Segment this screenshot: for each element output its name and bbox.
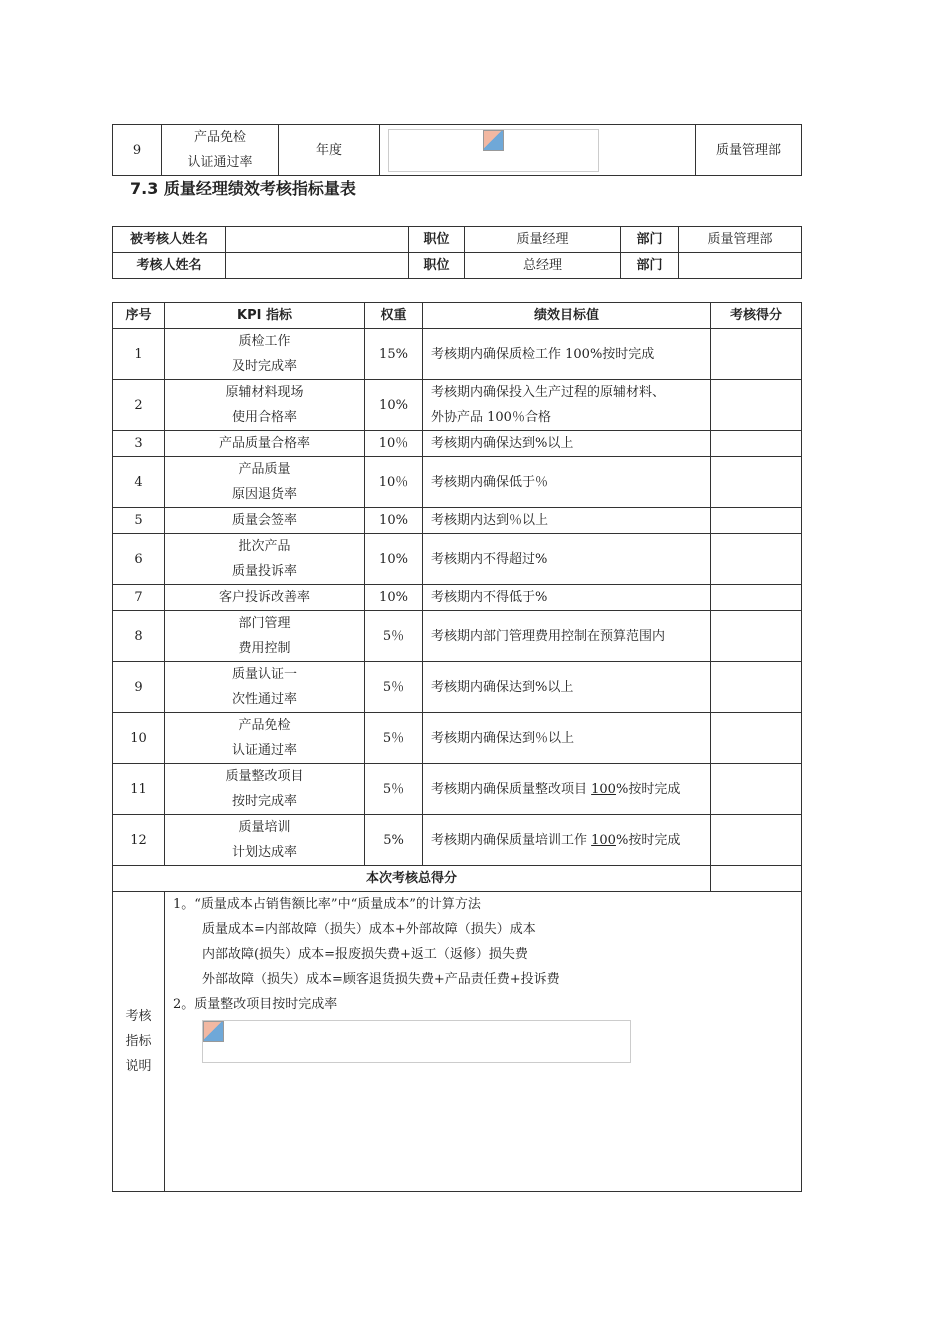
kpi-name	[165, 611, 365, 662]
total-score-cell[interactable]	[711, 866, 802, 892]
weight: 10%	[365, 534, 423, 585]
score-cell[interactable]	[711, 713, 802, 764]
row-number: 2	[113, 380, 165, 431]
broken-image-icon	[483, 130, 504, 151]
weight: 10%	[365, 585, 423, 611]
notes-content	[165, 892, 802, 1192]
total-row	[113, 866, 802, 892]
score-cell[interactable]	[711, 431, 802, 457]
target-line-1: 考核期内确保投入生产过程的原辅材料、	[431, 385, 666, 400]
kpi-name	[165, 329, 365, 380]
kpi-name	[165, 764, 365, 815]
table-row	[113, 508, 802, 534]
row-number: 6	[113, 534, 165, 585]
appraiser-name-field[interactable]	[226, 253, 409, 279]
target: 考核期内部门管理费用控制在预算范围内	[423, 611, 711, 662]
score-cell[interactable]	[711, 508, 802, 534]
weight: 10％	[365, 457, 423, 508]
kpi-name: 产品质量合格率	[165, 431, 365, 457]
row-number: 3	[113, 431, 165, 457]
table-row	[113, 611, 802, 662]
appraisee-name-label: 被考核人姓名	[113, 227, 226, 253]
top-continuation-table	[112, 124, 802, 176]
note-line: 质量成本=内部故障（损失）成本+外部故障（损失）成本	[202, 922, 536, 937]
position-value: 总经理	[465, 253, 621, 279]
target-text: %按时完成	[615, 781, 681, 797]
header-score: 考核得分	[711, 303, 802, 329]
target: 考核期内不得超过%	[423, 534, 711, 585]
score-cell[interactable]	[711, 815, 802, 866]
position-label: 职位	[409, 253, 465, 279]
period-cell: 年度	[279, 125, 380, 176]
kpi-line-2: 费用控制	[238, 641, 291, 656]
target-text: 考核期内确保质量培训工作	[431, 832, 592, 848]
target: 考核期内不得低于%	[423, 585, 711, 611]
kpi-line-2: 次性通过率	[231, 692, 297, 707]
kpi-name	[165, 380, 365, 431]
target-underlined-value: 100	[591, 781, 616, 797]
score-cell[interactable]	[711, 662, 802, 713]
kpi-name	[162, 125, 279, 176]
note-line: 外部故障（损失）成本=顾客退货损失费+产品责任费+投诉费	[202, 972, 560, 987]
kpi-line-2: 认证通过率	[187, 155, 253, 170]
total-score-label: 本次考核总得分	[113, 866, 711, 892]
score-cell[interactable]	[711, 380, 802, 431]
kpi-line-2: 质量投诉率	[231, 564, 297, 579]
position-label: 职位	[409, 227, 465, 253]
info-table	[112, 226, 802, 279]
target: 考核期内确保达到%以上	[423, 662, 711, 713]
kpi-line-1: 产品免检	[238, 718, 291, 733]
target: 考核期内达到％以上	[423, 508, 711, 534]
target-underlined-value: 100	[591, 832, 616, 848]
note-line: 内部故障(损失）成本=报废损失费+返工（返修）损失费	[202, 947, 528, 962]
kpi-line-2: 使用合格率	[231, 410, 297, 425]
weight: 10％	[365, 431, 423, 457]
kpi-name: 客户投诉改善率	[165, 585, 365, 611]
formula-image	[202, 1020, 631, 1063]
kpi-table	[112, 302, 802, 1192]
kpi-line-1: 质检工作	[238, 334, 291, 349]
row-number: 7	[113, 585, 165, 611]
header-kpi: KPI 指标	[165, 303, 365, 329]
kpi-line-2: 按时完成率	[231, 794, 297, 809]
weight: 5%	[365, 815, 423, 866]
weight: 5％	[365, 611, 423, 662]
department-value[interactable]	[679, 253, 802, 279]
target: 考核期内确保达到％以上	[423, 713, 711, 764]
appraisee-name-field[interactable]	[226, 227, 409, 253]
kpi-line-2: 原因退货率	[231, 487, 297, 502]
row-number: 10	[113, 713, 165, 764]
formula-image	[388, 129, 599, 172]
table-row	[113, 534, 802, 585]
note-line: 1。“质量成本占销售额比率”中“质量成本”的计算方法	[173, 897, 481, 912]
position-value: 质量经理	[465, 227, 621, 253]
weight: 5％	[365, 662, 423, 713]
department-label: 部门	[621, 253, 679, 279]
side-label-line: 考核	[125, 1009, 152, 1024]
weight: 10%	[365, 508, 423, 534]
kpi-name	[165, 534, 365, 585]
target: 考核期内确保质检工作 100%按时完成	[423, 329, 711, 380]
target	[423, 815, 711, 866]
department-cell: 质量管理部	[696, 125, 802, 176]
target: 考核期内确保达到%以上	[423, 431, 711, 457]
department-label: 部门	[621, 227, 679, 253]
target	[423, 380, 711, 431]
header-weight: 权重	[365, 303, 423, 329]
kpi-line-2: 及时完成率	[231, 359, 297, 374]
kpi-name	[165, 815, 365, 866]
table-row	[113, 431, 802, 457]
row-number: 1	[113, 329, 165, 380]
appraiser-name-label: 考核人姓名	[113, 253, 226, 279]
score-cell[interactable]	[711, 534, 802, 585]
score-cell[interactable]	[711, 611, 802, 662]
kpi-line-1: 部门管理	[238, 616, 291, 631]
weight: 5％	[365, 713, 423, 764]
kpi-line-1: 质量培训	[238, 820, 291, 835]
row-number: 5	[113, 508, 165, 534]
notes-side-label	[113, 892, 165, 1192]
kpi-line-1: 质量整改项目	[225, 769, 304, 784]
kpi-name	[165, 713, 365, 764]
table-row	[113, 457, 802, 508]
side-label-line: 说明	[125, 1059, 152, 1074]
kpi-line-1: 产品质量	[238, 462, 291, 477]
target-text: 考核期内确保质量整改项目	[431, 781, 592, 797]
kpi-line-1: 原辅材料现场	[225, 385, 304, 400]
section-title: 7.3 质量经理绩效考核指标量表	[130, 179, 356, 198]
kpi-name	[165, 662, 365, 713]
kpi-line-1: 产品免检	[193, 130, 246, 145]
target-line-2: 外协产品 100％合格	[431, 410, 551, 425]
note-line: 2。质量整改项目按时完成率	[173, 997, 338, 1012]
header-target: 绩效目标值	[423, 303, 711, 329]
row-number: 4	[113, 457, 165, 508]
kpi-line-1: 批次产品	[238, 539, 291, 554]
row-number: 11	[113, 764, 165, 815]
kpi-name	[165, 457, 365, 508]
weight: 5％	[365, 764, 423, 815]
row-number: 8	[113, 611, 165, 662]
target-text: %按时完成	[615, 832, 681, 848]
weight: 15%	[365, 329, 423, 380]
target: 考核期内确保低于％	[423, 457, 711, 508]
kpi-line-2: 计划达成率	[231, 845, 297, 860]
target	[423, 764, 711, 815]
weight: 10%	[365, 380, 423, 431]
notes-row	[113, 892, 802, 1192]
broken-image-icon	[203, 1021, 224, 1042]
kpi-line-2: 认证通过率	[231, 743, 297, 758]
score-cell[interactable]	[711, 585, 802, 611]
table-row	[113, 662, 802, 713]
row-number: 12	[113, 815, 165, 866]
score-cell[interactable]	[711, 329, 802, 380]
table-row	[113, 713, 802, 764]
table-row	[113, 815, 802, 866]
table-row	[113, 585, 802, 611]
image-cell	[380, 125, 696, 176]
table-row	[113, 380, 802, 431]
department-value: 质量管理部	[679, 227, 802, 253]
row-number: 9	[113, 662, 165, 713]
row-number: 9	[113, 125, 162, 176]
side-label-line: 指标	[125, 1034, 152, 1049]
kpi-line-1: 质量认证一	[231, 667, 297, 682]
table-row	[113, 764, 802, 815]
score-cell[interactable]	[711, 457, 802, 508]
kpi-name: 质量会签率	[165, 508, 365, 534]
table-row	[113, 329, 802, 380]
header-no: 序号	[113, 303, 165, 329]
score-cell[interactable]	[711, 764, 802, 815]
